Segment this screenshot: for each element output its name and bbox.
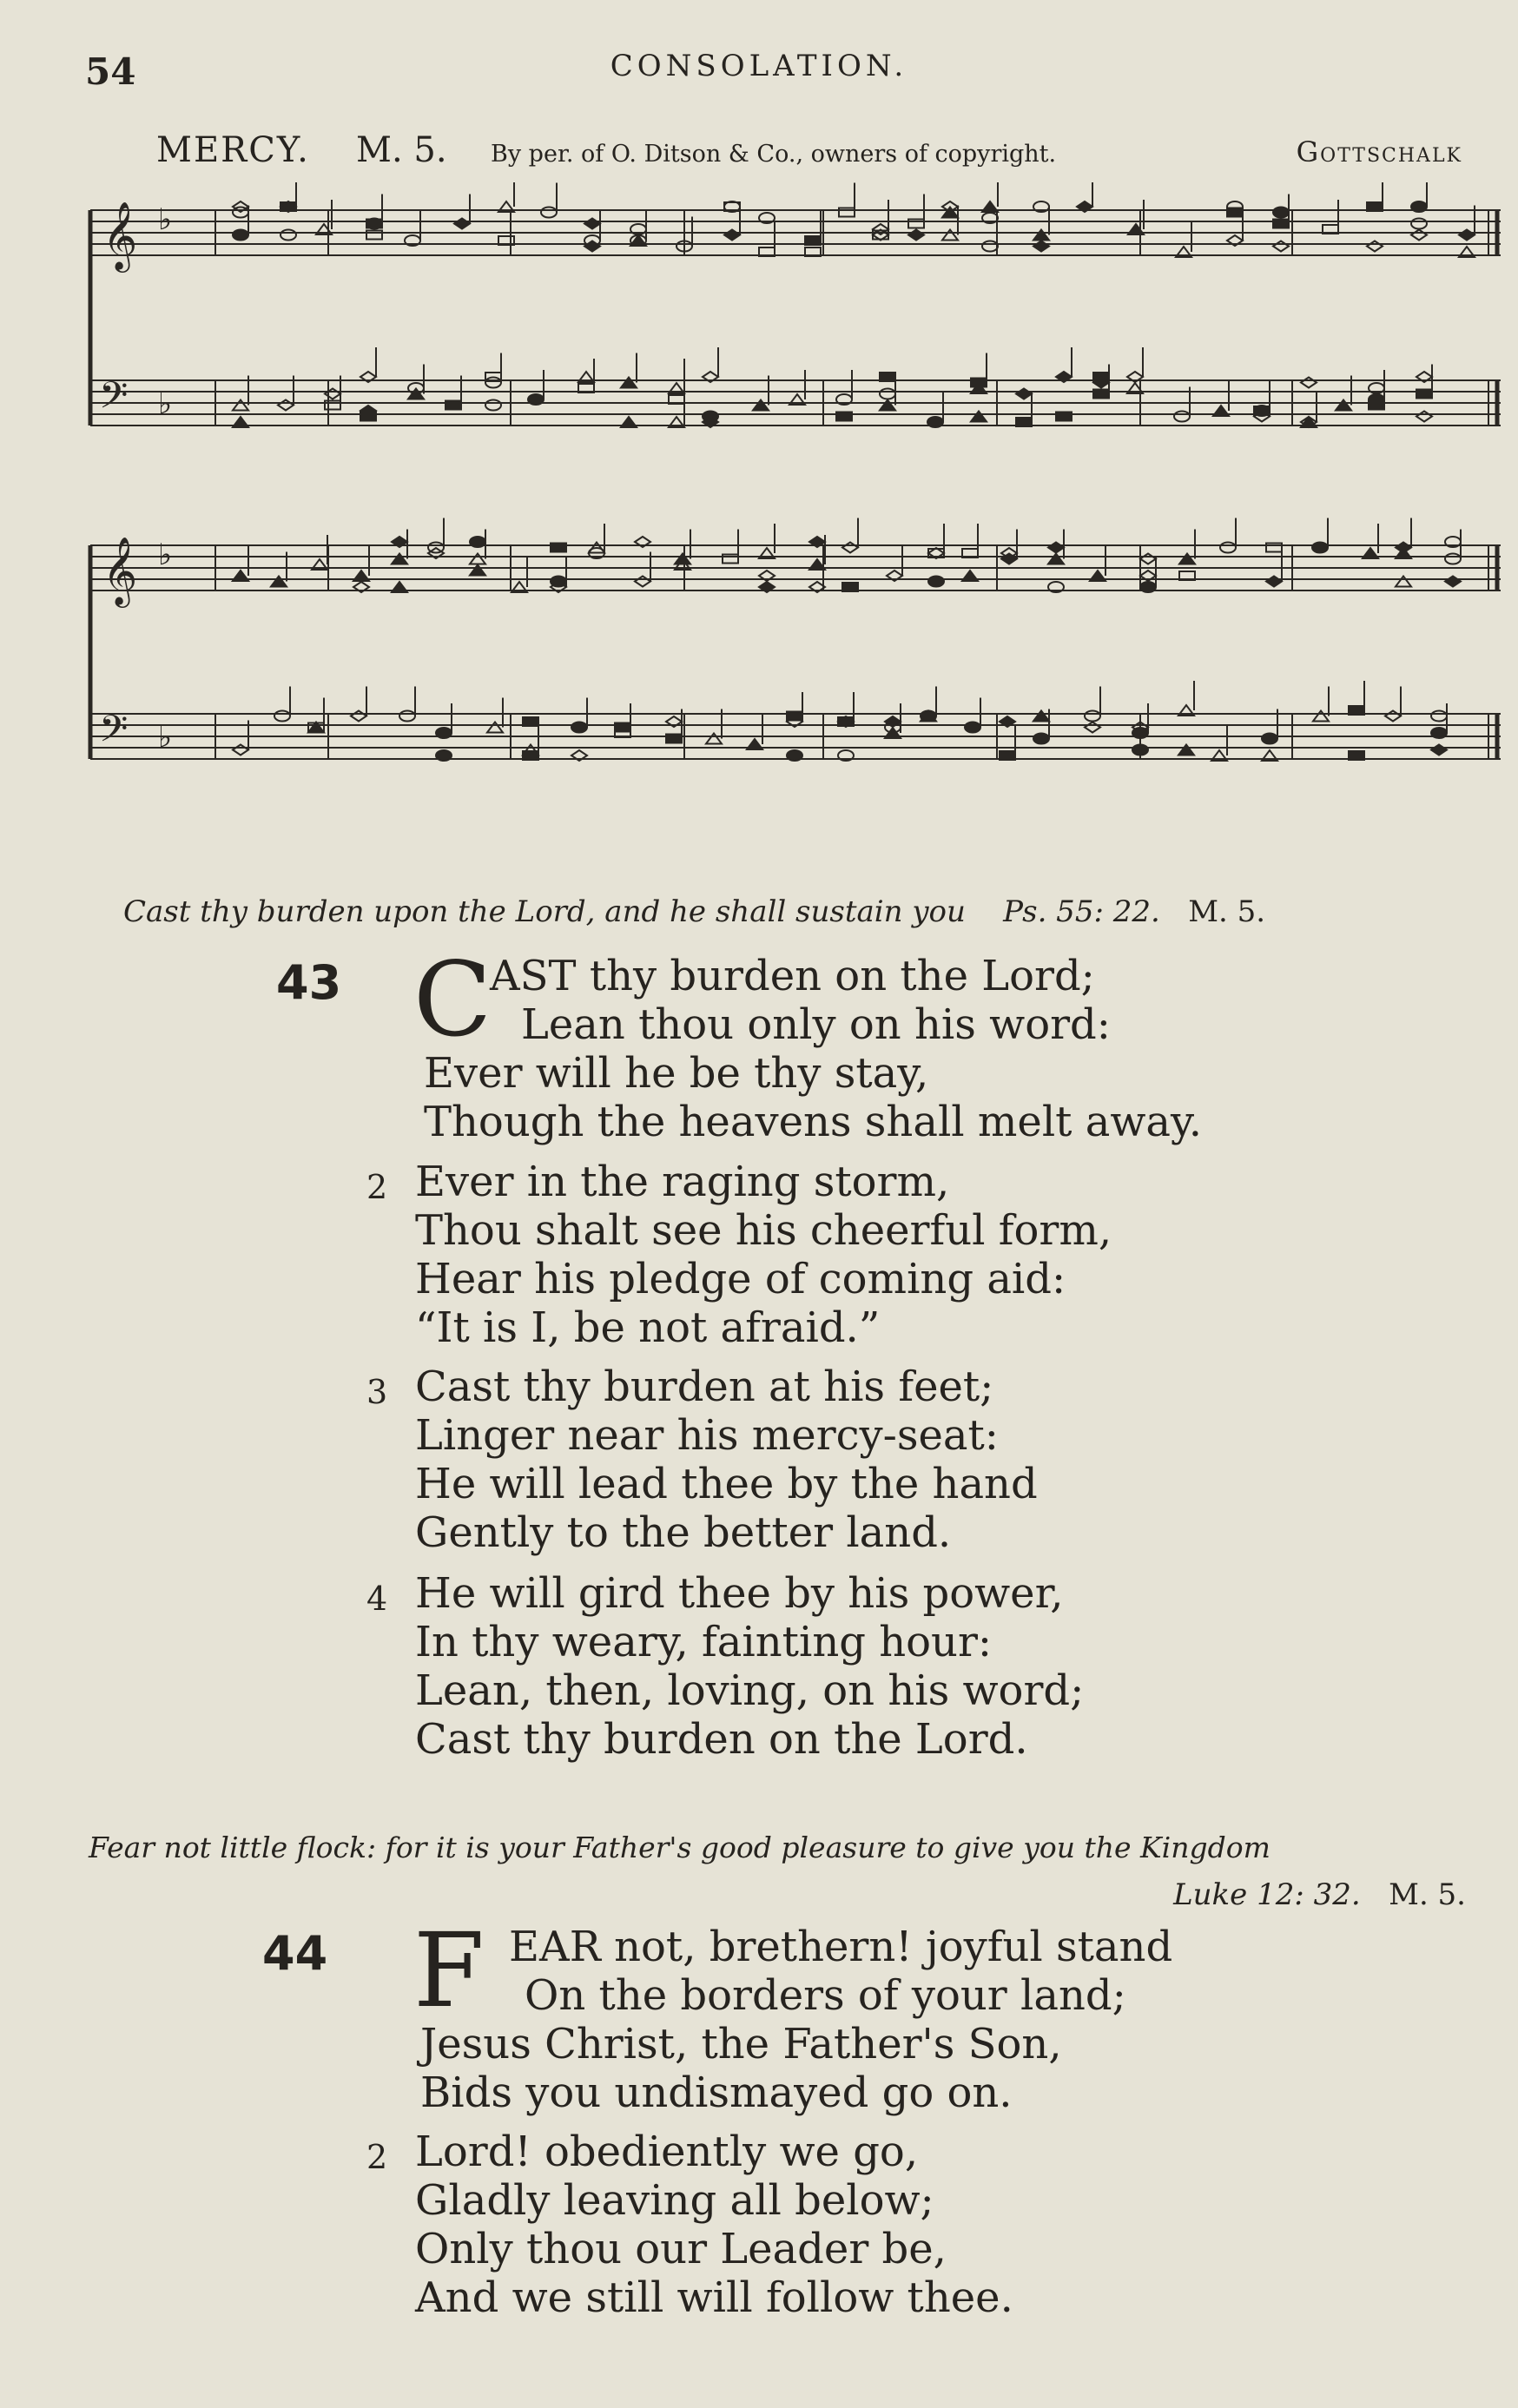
note-head [1431,711,1447,722]
note-head [392,554,407,564]
note-head [921,711,936,722]
hymn-number: 44 [262,1926,328,1981]
stanza-line: Ever in the raging storm, [415,1158,950,1206]
note-head [1085,711,1100,722]
stanza-line: “It is I, be not afraid.” [415,1303,881,1352]
stanza-line: He will gird thee by his power, [415,1569,1064,1618]
note-head [278,400,294,411]
note-head [584,241,600,252]
note-head [446,401,461,410]
note-head [1445,554,1461,564]
stanza-line: Lean, then, loving, on his word; [415,1666,1085,1715]
stanza-line: Bids you undismayed go on. [420,2068,1013,2117]
running-head: CONSOLATION. [610,49,908,83]
note-head [1033,230,1049,241]
music-score [85,182,1506,847]
hymn-44-epigraph [89,1831,1270,1864]
note-head [523,717,538,726]
tune-credit: By per. of O. Ditson & Co., owners of copyright. [491,141,1057,168]
note-head [1093,390,1109,399]
stanza-line: And we still will follow thee. [415,2273,1013,2322]
note-head [399,711,415,722]
note-head [366,220,382,228]
hymn-43-stanza-3 [366,1362,1038,1557]
note-head [1411,219,1427,229]
note-head [1128,224,1144,234]
note-head [454,219,470,229]
flat-sign-icon: ♭ [158,386,173,421]
stanza-line: Gently to the better land. [415,1508,952,1557]
note-head [470,537,485,547]
note-head [927,417,943,427]
note-head [1363,548,1378,558]
drop-cap: C [413,940,492,1059]
note-head [965,722,980,733]
epigraph-text: Cast thy burden upon the Lord, and he shall sustain you [123,894,966,929]
note-head [551,577,566,587]
stanza-line: Cast thy burden at his feet; [415,1362,994,1411]
bass-clef-icon: 𝄢 [99,708,129,760]
note-head [485,400,501,411]
note-head [880,400,895,411]
note-head [1367,202,1383,211]
note-head [1085,722,1100,733]
hymn-43-stanza-1 [413,940,1203,1146]
note-head [1273,241,1289,252]
note-head [528,394,544,405]
note-head [1301,378,1317,388]
note-head [621,378,637,388]
note-head [1301,417,1317,427]
note-head [274,711,290,722]
note-head [353,571,369,581]
note-head [470,554,485,564]
hymn-44-stanza-1 [413,1910,1173,2117]
note-head [1254,406,1270,415]
note-head [1349,706,1364,715]
page-number: 54 [85,50,136,93]
note-head [233,417,248,427]
note-head [1262,734,1277,744]
epigraph-meter: M. 5. [1389,1877,1466,1912]
note-head [1416,412,1432,422]
note-head [1266,577,1282,587]
note-head [351,711,366,722]
note-head [1174,412,1190,422]
epigraph-meter: M. 5. [1188,894,1266,929]
note-head [1459,230,1475,241]
note-head [615,723,630,732]
note-head [392,582,407,592]
note-head [1312,543,1328,553]
note-head [724,230,740,241]
hymn-number: 43 [276,955,342,1010]
note-head [584,219,600,229]
note-head [233,745,248,755]
note-head [842,543,858,553]
note-head [1411,230,1427,241]
stanza-line: Only thou our Leader be, [415,2225,947,2273]
note-head [541,208,557,218]
note-head [233,230,248,241]
stanza-number: 3 [366,1373,388,1411]
note-head [753,400,769,411]
note-head [842,583,858,591]
tune-meter: M. 5. [356,130,447,170]
note-head [908,230,924,241]
note-head [1090,571,1106,581]
stanza-number: 2 [366,2138,388,2176]
note-head [1179,554,1195,564]
stanza-line: AST thy burden on the Lord; [490,952,1095,1000]
note-head [621,417,637,427]
stanza-line: Lord! obediently we go, [415,2128,919,2176]
note-head [436,750,452,761]
note-head [1349,751,1364,760]
stanza-line: Ever will he be thy stay, [424,1049,929,1098]
epigraph-reference: Ps. 55: 22. [1003,894,1160,929]
stanza-line: EAR not, brethern! joyful stand [509,1923,1173,1971]
note-head [487,722,503,733]
stanza-line: Linger near his mercy-seat: [415,1411,999,1460]
drop-cap: F [413,1910,485,2030]
note-head [1220,543,1236,553]
note-head [1273,220,1289,228]
stanza-line: He will lead thee by the hand [415,1460,1038,1508]
treble-clef-icon: 𝄞 [102,537,138,605]
note-head [325,389,340,399]
note-head [1056,412,1072,421]
stanza-line: Gladly leaving all below; [415,2176,934,2225]
note-head [942,230,958,241]
note-head [805,236,821,245]
note-head [233,571,248,581]
note-head [1132,745,1148,755]
flat-sign-icon: ♭ [158,720,173,755]
note-head [1048,554,1064,564]
hymn-43-stanza-4 [366,1569,1085,1764]
note-head [1445,577,1461,587]
note-head [436,728,452,738]
note-head [1396,577,1411,587]
note-head [1140,582,1156,592]
hymn-43-epigraph [123,894,1265,929]
stanza-line: In thy weary, fainting hour: [415,1618,993,1666]
stanza-line: Cast thy burden on the Lord. [415,1715,1028,1764]
note-head [787,750,802,761]
note-head [1033,711,1049,722]
note-head [360,412,376,421]
tune-header [156,130,1462,174]
note-head [836,412,852,421]
note-head [982,241,998,252]
note-head [1140,554,1156,564]
note-head [1411,201,1427,212]
hymn-44-stanza-2 [366,2128,1013,2322]
note-head [880,373,895,381]
note-head [1016,389,1032,399]
note-head [280,202,296,211]
note-head [551,544,566,552]
epigraph-reference: Luke 12: 32. [1173,1877,1361,1912]
note-head [962,571,978,581]
note-head [1016,418,1032,426]
epigraph-text: Fear not little flock: for it is your Father's good pleasure to give you the Kingdom [89,1831,1270,1864]
tune-composer: Gottschalk [1296,135,1462,168]
note-head [1313,711,1329,722]
stanza-number: 4 [366,1580,388,1618]
note-head [271,577,287,587]
note-head [1178,745,1194,755]
stanza-line: Thou shalt see his cheerful form, [415,1206,1112,1255]
note-head [1033,734,1049,744]
note-head [470,565,485,576]
note-head [982,201,998,212]
note-head [928,577,944,587]
note-head [1431,728,1447,738]
flat-sign-icon: ♭ [158,538,173,572]
tune-name: MERCY. [156,130,310,170]
note-head [1273,208,1289,218]
note-head [1048,543,1064,553]
note-head [787,712,802,721]
note-head [666,735,682,743]
note-head [1336,400,1351,411]
hymn-43-stanza-2 [366,1158,1112,1352]
hymn-44-epigraph-reference [1173,1877,1466,1912]
note-head [1431,745,1447,755]
note-head [1369,401,1384,410]
stanza-number: 2 [366,1168,388,1206]
note-head [880,389,895,399]
note-head [1385,711,1401,722]
stanza-line: Jesus Christ, the Father's Son, [420,2020,1062,2068]
flat-sign-icon: ♭ [158,202,173,237]
bass-clef-icon: 𝄢 [99,374,129,426]
note-head [971,412,987,422]
note-head [233,400,248,411]
note-head [1033,241,1049,252]
note-head [1213,406,1229,416]
note-head [635,577,650,587]
stanza-line: On the borders of your land; [525,1971,1126,2020]
stanza-line: Lean thou only on his word: [521,1000,1111,1049]
stanza-line: Though the heavens shall melt away. [424,1098,1203,1146]
note-head [1000,751,1015,760]
music-notation-image [85,182,1506,847]
stanza-line: Hear his pledge of coming aid: [415,1255,1066,1303]
note-head [280,230,296,241]
note-head [706,734,722,744]
note-head [1367,241,1383,252]
note-head [571,722,587,733]
treble-clef-icon: 𝄞 [102,201,138,270]
note-head [1416,390,1432,399]
note-head [485,378,501,388]
note-head [747,739,762,749]
